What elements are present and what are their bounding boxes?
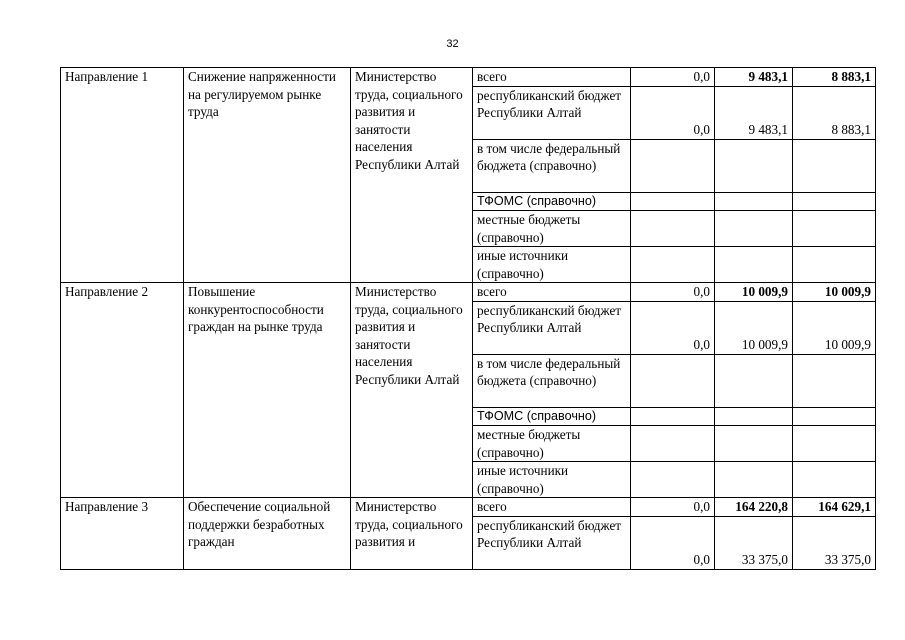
- source-label-cell: всего: [473, 498, 631, 517]
- source-label-cell: иные источники (справочно): [473, 247, 631, 283]
- value-cell: 0,0: [631, 301, 715, 354]
- value-cell: [631, 247, 715, 283]
- source-label-cell: ТФОМС (справочно): [473, 407, 631, 426]
- source-label-cell: иные источники (справочно): [473, 462, 631, 498]
- value-cell: 8 883,1: [793, 86, 876, 139]
- value-cell: [793, 354, 876, 407]
- source-label-cell: в том числе федеральный бюджета (справочно): [473, 139, 631, 192]
- value-cell: 33 375,0: [715, 516, 793, 569]
- value-cell: 0,0: [631, 86, 715, 139]
- value-cell: 10 009,9: [715, 301, 793, 354]
- value-cell: [715, 354, 793, 407]
- direction-cell: Направление 3: [61, 498, 184, 570]
- value-cell: [715, 407, 793, 426]
- direction-name-cell: Снижение напряженности на регулируемом рынке труда: [184, 68, 351, 283]
- executor-cell: Министерство труда, социального развития и: [351, 498, 473, 570]
- value-cell: [715, 462, 793, 498]
- direction-cell: Направление 2: [61, 283, 184, 498]
- value-cell: [631, 192, 715, 211]
- value-cell: 164 629,1: [793, 498, 876, 517]
- source-label-cell: всего: [473, 68, 631, 87]
- value-cell: 0,0: [631, 283, 715, 302]
- table-row: [61, 68, 876, 87]
- value-cell: [715, 426, 793, 462]
- value-cell: 0,0: [631, 516, 715, 569]
- source-label-cell: местные бюджеты (справочно): [473, 211, 631, 247]
- source-label-cell: республиканский бюджет Республики Алтай: [473, 301, 631, 354]
- value-cell: 33 375,0: [793, 516, 876, 569]
- value-cell: 10 009,9: [715, 283, 793, 302]
- value-cell: [631, 426, 715, 462]
- executor-cell: Министерство труда, социального развития и занятости населения Республики Алтай: [351, 283, 473, 498]
- value-cell: [793, 462, 876, 498]
- table-row: [61, 498, 876, 517]
- direction-name-cell: Повышение конкурентоспособности граждан на рынке труда: [184, 283, 351, 498]
- value-cell: [631, 462, 715, 498]
- executor-cell: Министерство труда, социального развития и занятости населения Республики Алтай: [351, 68, 473, 283]
- value-cell: [631, 354, 715, 407]
- source-label-cell: республиканский бюджет Республики Алтай: [473, 86, 631, 139]
- value-cell: [793, 407, 876, 426]
- source-label-cell: в том числе федеральный бюджета (справочно): [473, 354, 631, 407]
- value-cell: 9 483,1: [715, 68, 793, 87]
- value-cell: 10 009,9: [793, 301, 876, 354]
- table-row: [61, 283, 876, 302]
- budget-table: [60, 67, 876, 570]
- source-label-cell: местные бюджеты (справочно): [473, 426, 631, 462]
- value-cell: 0,0: [631, 68, 715, 87]
- direction-cell: Направление 1: [61, 68, 184, 283]
- value-cell: 0,0: [631, 498, 715, 517]
- value-cell: 10 009,9: [793, 283, 876, 302]
- value-cell: [715, 247, 793, 283]
- value-cell: [793, 139, 876, 192]
- value-cell: 9 483,1: [715, 86, 793, 139]
- source-label-cell: ТФОМС (справочно): [473, 192, 631, 211]
- value-cell: [793, 247, 876, 283]
- value-cell: [631, 407, 715, 426]
- value-cell: [715, 211, 793, 247]
- value-cell: [715, 192, 793, 211]
- value-cell: [793, 192, 876, 211]
- value-cell: [715, 139, 793, 192]
- value-cell: [631, 211, 715, 247]
- value-cell: 164 220,8: [715, 498, 793, 517]
- value-cell: [793, 426, 876, 462]
- page-number: 32: [446, 38, 459, 50]
- direction-name-cell: Обеспечение социальной поддержки безработных граждан: [184, 498, 351, 570]
- source-label-cell: всего: [473, 283, 631, 302]
- source-label-cell: республиканский бюджет Республики Алтай: [473, 516, 631, 569]
- value-cell: 8 883,1: [793, 68, 876, 87]
- value-cell: [631, 139, 715, 192]
- value-cell: [793, 211, 876, 247]
